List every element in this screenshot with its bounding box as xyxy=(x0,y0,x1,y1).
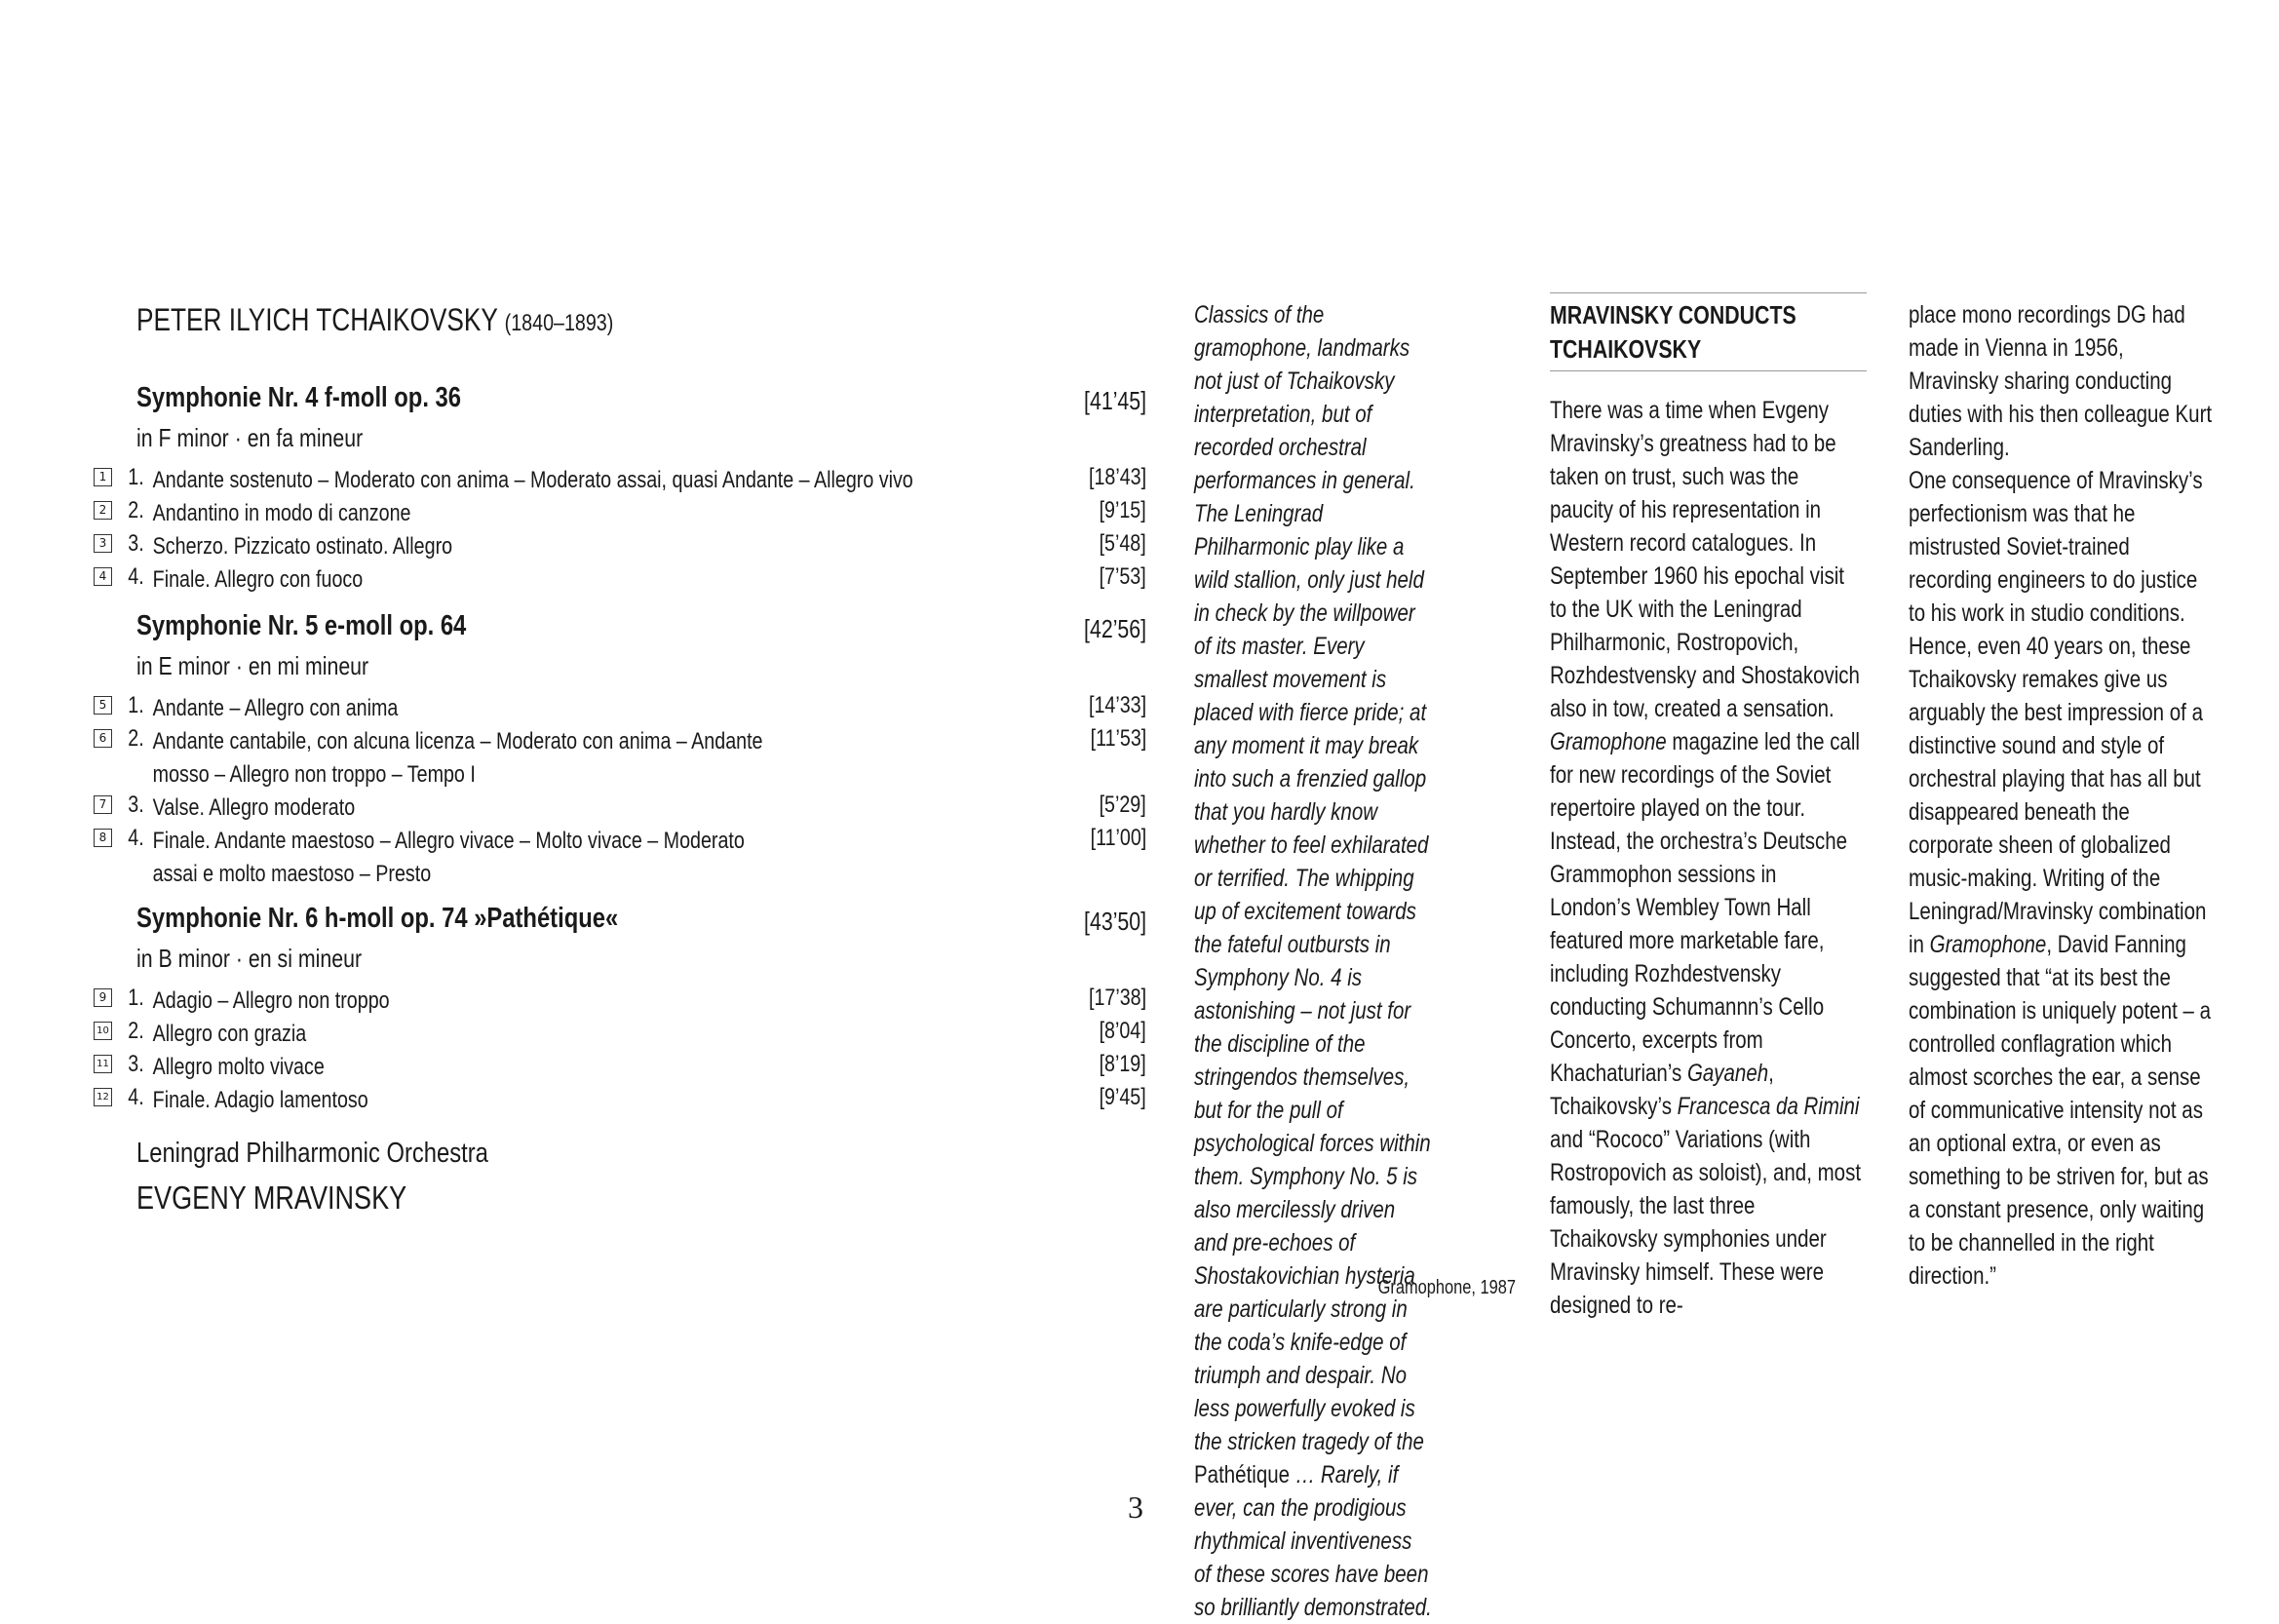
page-number: 3 xyxy=(1128,1489,1143,1525)
track-number-box: 4 xyxy=(94,567,112,586)
track-duration: [5’48] xyxy=(1099,530,1146,557)
title-rule-bottom xyxy=(1550,370,1867,371)
essay-paragraph: place mono recordings DG had made in Vienna in 1956, Mravinsky sharing conducting duties with his then colleague Kurt Sanderling. xyxy=(1909,301,2213,461)
track-title: Allegro con grazia xyxy=(152,1021,307,1047)
quote-source: Gramophone, 1987 xyxy=(1377,1277,1516,1298)
track-number-box: 11 xyxy=(94,1055,112,1073)
track-number-box: 7 xyxy=(94,795,112,814)
conductor-name: EVGENY MRAVINSKY xyxy=(136,1179,407,1216)
track-title: Andante – Allegro con anima xyxy=(152,695,399,721)
track-number-box: 10 xyxy=(94,1022,112,1040)
symphony-6-total: [43’50] xyxy=(1083,907,1146,936)
track-number-box: 12 xyxy=(94,1088,112,1106)
symphony-5-heading: Symphonie Nr. 5 e-moll op. 64 xyxy=(136,610,467,641)
track-duration: [5’29] xyxy=(1099,792,1146,818)
gramophone-quote: Classics of the gramophone, landmarks not just of Tchaikovsky interpretation, but of recorded orchestral performances in general. The Leningrad Philharmonic play like a wild stallion, only just held in check by the willpower of its master. Every smallest movement is placed with fierce pride; at any moment it may break into such a frenzied gallop that you hardly know whether to feel exhilarated or terrified. The whipping up of excitement towards the fateful outbursts in Symphony No. 4 is astonishing – not just for the discipline of the stringendos themselves, but for the pull of psychological forces within them. Symphony No. 5 is also mercilessly driven and pre-echoes of Shostakovichian hysteria are particularly strong in the coda’s knife-edge of triumph and despair. No less powerfully evoked is the stricken tragedy of the Pathétique … Rarely, if ever, can the prodigious rhythmical inventiveness of these scores have been so brilliantly demonstrated. xyxy=(1194,301,1432,1621)
track-title: Andante cantabile, con alcuna licenza – Moderato con anima – Andante mosso – Allegro non troppo – Tempo I xyxy=(152,728,763,788)
symphony-4-heading: Symphonie Nr. 4 f-moll op. 36 xyxy=(136,382,461,413)
composer-line xyxy=(136,302,718,338)
composer-dates: (1840–1893) xyxy=(504,310,614,336)
track-duration: [11’00] xyxy=(1090,825,1146,851)
track-number-box: 2 xyxy=(94,501,112,520)
symphony-6-heading: Symphonie Nr. 6 h-moll op. 74 »Pathétique« xyxy=(136,903,619,934)
essay-paragraph: One consequence of Mravinsky’s perfectionism was that he mistrusted Soviet-trained recording engineers to do justice to his work in studio conditions. Hence, even 40 years on, these Tchaikovsky remakes give us arguably the best impression of a distinctive sound and style of orchestral playing that has all but disappeared beneath the corporate sheen of globalized music-making. Writing of the Leningrad/Mravinsky combination in Gramophone, David Fanning suggested that “at its best the combination is uniquely potent – a controlled conflagration which almost scorches the ear, a sense of communicative intensity not as an optional extra, or even as something to be striven for, but as a constant presence, only waiting to be channelled in the right direction.” xyxy=(1909,467,2211,1290)
orchestra-name: Leningrad Philharmonic Orchestra xyxy=(136,1138,488,1169)
track-duration: [9’45] xyxy=(1099,1084,1146,1110)
title-rule-top xyxy=(1550,292,1867,293)
symphony-5-total: [42’56] xyxy=(1083,614,1146,643)
symphony-4-key: in F minor · en fa mineur xyxy=(136,423,364,452)
track-number-box: 1 xyxy=(94,468,112,486)
track-duration: [18’43] xyxy=(1088,464,1146,490)
symphony-5-key: in E minor · en mi mineur xyxy=(136,651,369,680)
essay-title: MRAVINSKY CONDUCTS TCHAIKOVSKY xyxy=(1550,300,1796,364)
track-duration: [14’33] xyxy=(1088,692,1146,718)
track-title: Valse. Allegro moderato xyxy=(152,794,356,821)
track-number-box: 6 xyxy=(94,729,112,748)
quote-work-title: Pathétique xyxy=(1194,1461,1291,1489)
track-title: Andantino in modo di canzone xyxy=(152,500,411,526)
composer-name: PETER ILYICH TCHAIKOVSKY xyxy=(136,302,498,337)
track-duration: [8’04] xyxy=(1099,1018,1146,1044)
track-title: Scherzo. Pizzicato ostinato. Allegro xyxy=(152,533,453,560)
track-duration: [8’19] xyxy=(1099,1051,1146,1077)
essay-column-1: There was a time when Evgeny Mravinsky’s greatness had to be taken on trust, such was the paucity of his representation in Western record catalogues. In September 1960 his epochal visit to the UK with the Leningrad Philharmonic, Rostropovich, Rozhdestvensky and Shostakovich also in tow, created a sensation. Gramophone magazine led the call for new recordings of the Soviet repertoire played on the tour. Instead, the orchestra’s Deutsche Grammophon sessions in London’s Wembley Town Hall featured more marketable fare, including Rozhdestvensky conducting Schumannn’s Cello Concerto, excerpts from Khachaturian’s Gayaneh, Tchaikovsky’s Francesca da Rimini and “Rococo” Variations (with Rostropovich as soloist), and, most famously, the last three Tchaikovsky symphonies under Mravinsky himself. These were designed to re- xyxy=(1550,397,1862,1319)
track-number-box: 9 xyxy=(94,988,112,1007)
track-duration: [9’15] xyxy=(1099,497,1146,523)
track-number-box: 8 xyxy=(94,829,112,847)
track-duration: [7’53] xyxy=(1099,563,1146,590)
track-title: Finale. Allegro con fuoco xyxy=(152,566,364,593)
track-title: Finale. Andante maestoso – Allegro vivace – Molto vivace – Moderato assai e molto maestoso – Presto xyxy=(152,828,745,887)
track-number-box: 5 xyxy=(94,696,112,715)
track-title: Allegro molto vivace xyxy=(152,1054,325,1080)
essay-column-2 xyxy=(1909,298,2279,1293)
track-title: Andante sostenuto – Moderato con anima – Moderato assai, quasi Andante – Allegro vivo xyxy=(152,467,913,493)
track-title: Adagio – Allegro non troppo xyxy=(152,987,390,1014)
track-duration: [11’53] xyxy=(1090,725,1146,752)
track-title: Finale. Adagio lamentoso xyxy=(152,1087,368,1113)
track-number-box: 3 xyxy=(94,534,112,553)
symphony-4-total: [41’45] xyxy=(1083,386,1146,415)
track-duration: [17’38] xyxy=(1088,985,1146,1011)
symphony-6-key: in B minor · en si mineur xyxy=(136,944,363,973)
